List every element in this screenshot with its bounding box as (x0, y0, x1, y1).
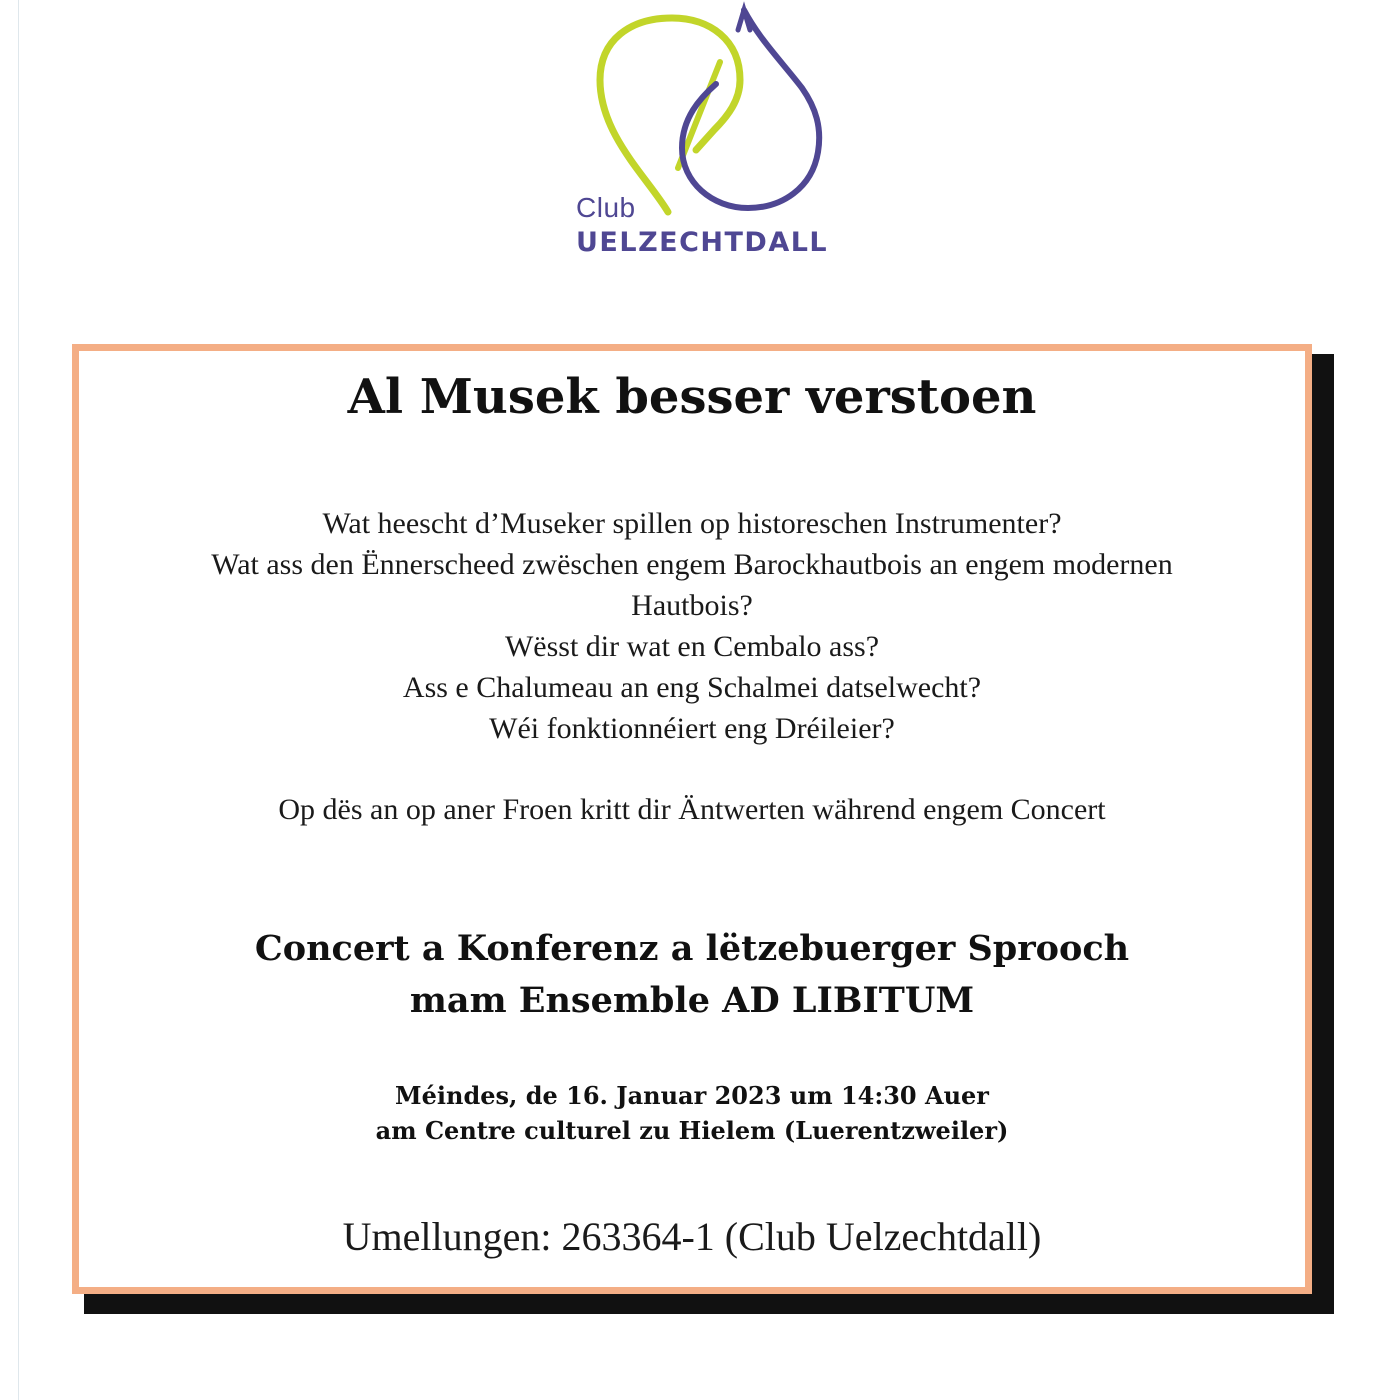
page-left-rule (18, 0, 19, 1400)
event-date: Méindes, de 16. Januar 2023 um 14:30 Auer (395, 1081, 989, 1110)
question-line: Wat ass den Ënnerscheed zwëschen engem Barockhautbois an engem modernen (211, 548, 1173, 581)
question-line: Hautbois? (631, 589, 753, 622)
green-drop-shape (600, 18, 740, 212)
question-list (99, 503, 1285, 749)
concert-heading (79, 923, 1305, 1027)
question-line: Wéi fonktionnéiert eng Dréileier? (489, 712, 895, 745)
club-logo (560, 0, 860, 270)
question-line: Wat heescht d’Museker spillen op historeschen Instrumenter? (322, 507, 1062, 540)
concert-line-2: mam Ensemble AD LIBITUM (409, 980, 975, 1021)
event-details (79, 1078, 1305, 1148)
event-venue: am Centre culturel zu Hielem (Luerentzweiler) (375, 1116, 1009, 1145)
registration-line: Umellungen: 263364-1 (Club Uelzechtdall) (342, 1214, 1042, 1259)
logo-club-name: UELZECHTDALL (576, 227, 829, 258)
concert-line-1: Concert a Konferenz a lëtzebuerger Sprooch (254, 928, 1130, 969)
answer-line: Op dës an op aner Froen kritt dir Äntwerten während engem Concert (278, 793, 1106, 826)
drops-logo-icon (560, 0, 860, 220)
flyer-title: Al Musek besser verstoen (347, 369, 1037, 425)
flyer-card (72, 344, 1312, 1294)
question-line: Wësst dir wat en Cembalo ass? (504, 630, 880, 663)
logo-club-label: Club (576, 192, 636, 223)
question-line: Ass e Chalumeau an eng Schalmei datselwecht? (402, 671, 982, 704)
